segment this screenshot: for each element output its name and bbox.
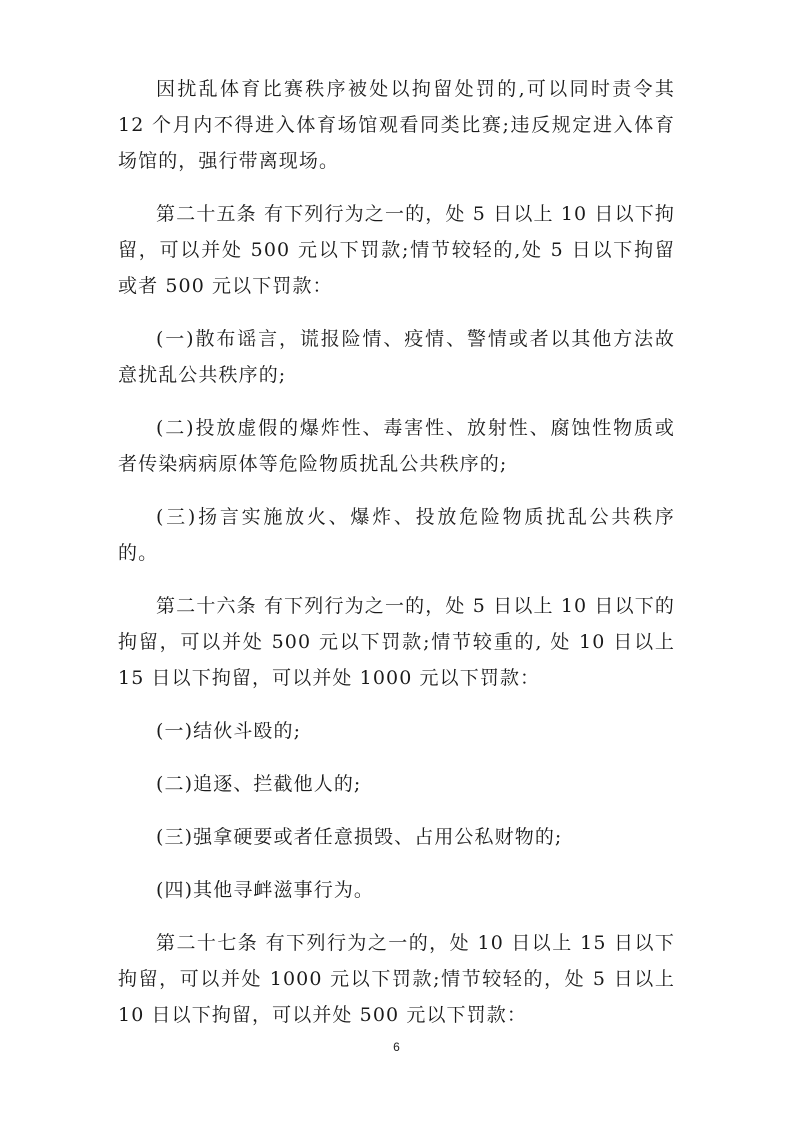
- paragraph-article-27: 第二十七条 有下列行为之一的，处 10 日以上 15 日以下拘留，可以并处 1000 元以下罚款;情节较轻的，处 5 日以上 10 日以下拘留，可以并处 500 元以下罚款：: [118, 932, 675, 1026]
- paragraph-article-26: 第二十六条 有下列行为之一的，处 5 日以上 10 日以下的拘留，可以并处 500 元以下罚款;情节较重的, 处 10 日以上 15 日以下拘留，可以并处 1000 元以下罚款：: [118, 595, 675, 689]
- list-item: (三)强拿硬要或者任意损毁、占用公私财物的;: [156, 826, 563, 848]
- list-item: (一)结伙斗殴的;: [156, 720, 302, 742]
- list-item: (三)扬言实施放火、爆炸、投放危险物质扰乱公共秩序的。: [118, 506, 675, 564]
- page-number: 6: [393, 1040, 400, 1054]
- paragraph-article-25: 第二十五条 有下列行为之一的，处 5 日以上 10 日以下拘留，可以并处 500 元以下罚款;情节较轻的,处 5 日以下拘留或者 500 元以下罚款：: [118, 203, 675, 297]
- paragraph: 因扰乱体育比赛秩序被处以拘留处罚的,可以同时责令其 12 个月内不得进入体育场馆观看同类比赛;违反规定进入体育场馆的，强行带离现场。: [118, 78, 675, 172]
- list-item: (二)追逐、拦截他人的;: [156, 773, 362, 795]
- list-item: (四)其他寻衅滋事行为。: [156, 879, 375, 901]
- list-item: (一)散布谣言，谎报险情、疫情、警情或者以其他方法故意扰乱公共秩序的;: [118, 328, 675, 386]
- document-body: [118, 71, 675, 1050]
- list-item: (二)投放虚假的爆炸性、毒害性、放射性、腐蚀性物质或者传染病病原体等危险物质扰乱公共秩序的;: [118, 417, 675, 475]
